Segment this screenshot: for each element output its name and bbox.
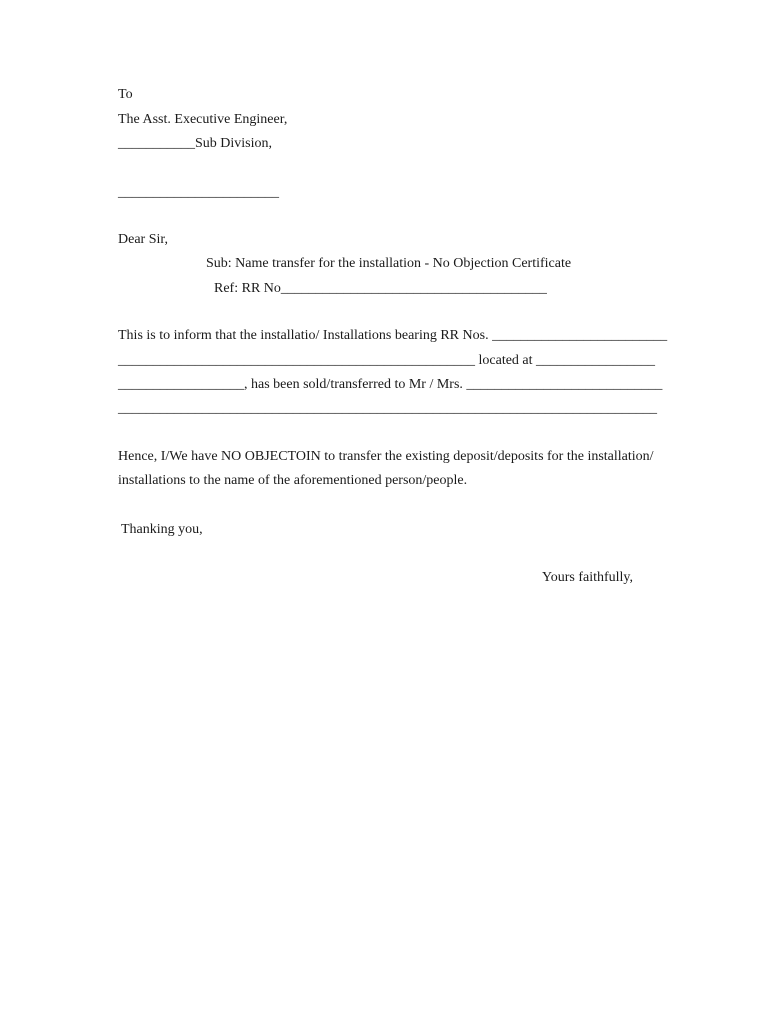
thanks-line: Thanking you, xyxy=(121,522,203,537)
paragraph-2-line-1: Hence, I/We have NO OBJECTOIN to transfer the existing deposit/deposits for the installation/ xyxy=(118,449,654,464)
address-recipient: The Asst. Executive Engineer, xyxy=(118,112,288,127)
paragraph-1-line-1: This is to inform that the installatio/ Installations bearing RR Nos. _________________________ xyxy=(118,328,668,343)
paragraph-2-line-2: installations to the name of the aforementioned person/people. xyxy=(118,473,468,488)
reference-line: Ref: RR No______________________________________ xyxy=(214,281,547,296)
salutation: Dear Sir, xyxy=(118,232,168,247)
paragraph-1-line-2: ___________________________________________________ located at _________________ xyxy=(118,353,656,368)
subject-line: Sub: Name transfer for the installation - No Objection Certificate xyxy=(206,256,572,271)
paragraph-1-line-4: _____________________________________________________________________________ xyxy=(118,401,657,416)
closing-line: Yours faithfully, xyxy=(542,570,634,585)
address-sub-division: ___________Sub Division, xyxy=(118,136,273,151)
address-blank-line: _______________________ xyxy=(118,185,279,200)
address-to: To xyxy=(118,87,133,102)
paragraph-1-line-3: __________________, has been sold/transferred to Mr / Mrs. ____________________________ xyxy=(118,377,663,392)
